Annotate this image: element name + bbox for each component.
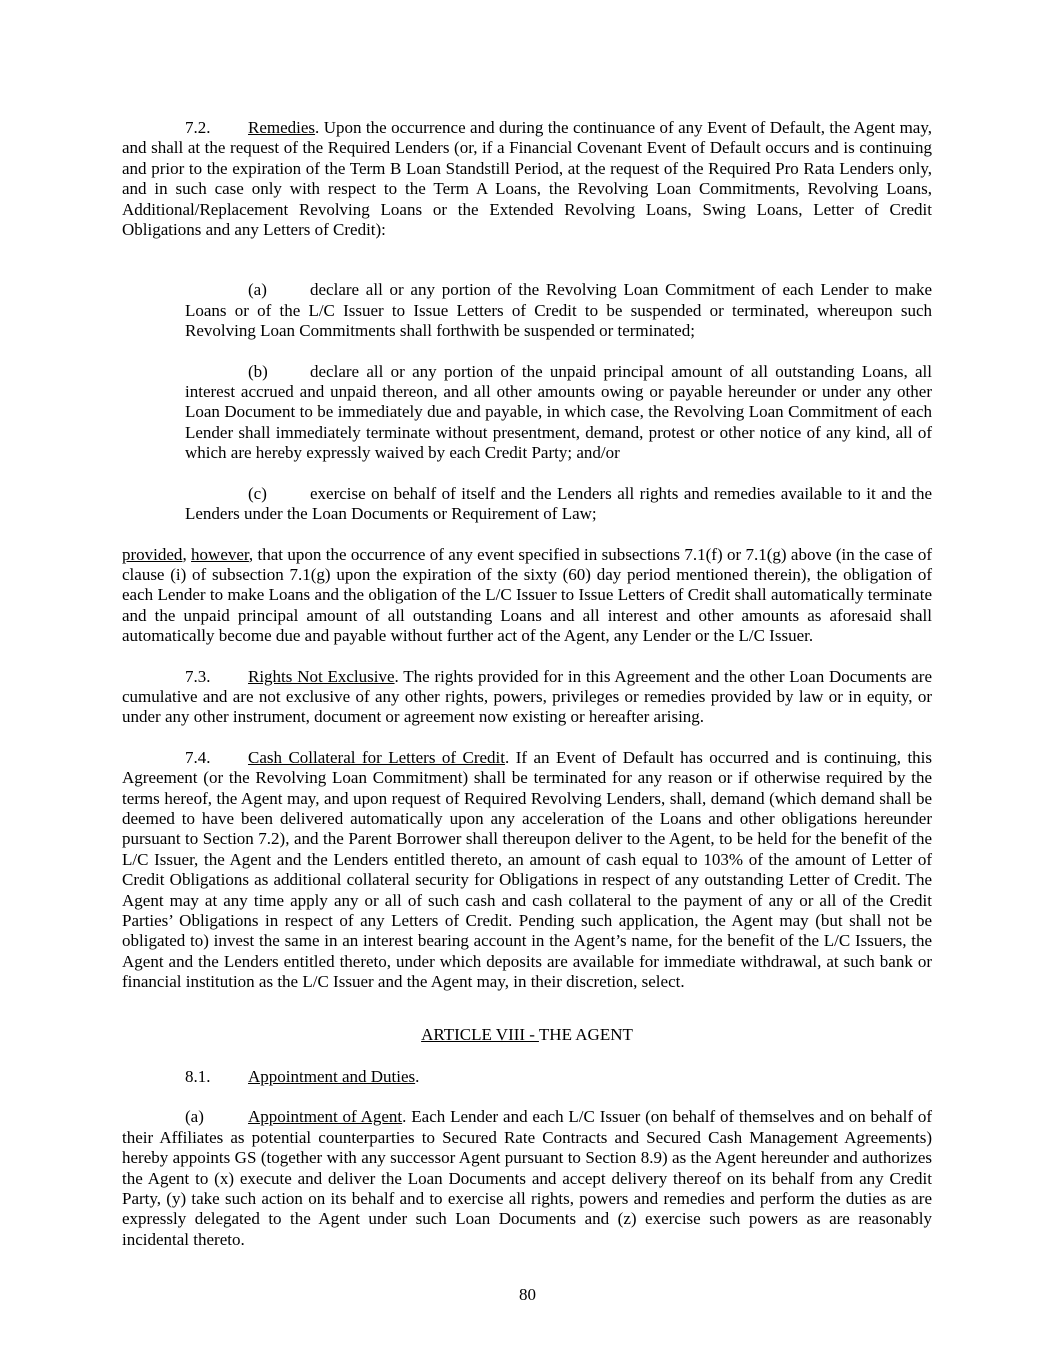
section-body: . If an Event of Default has occurred and is continuing, this Agreement (or the Revolving Loan Commitment) shall be terminated for any reason or if otherwise required by the terms hereof, the Agent may, and upon request of Required Revolving Lenders, shall, demand (which demand shall be deemed to have been delivered automatically upon any acceleration of the Loans and other obligations hereunder pursuant to Section 7.2), and the Parent Borrower shall thereupon deliver to the Agent, to be held for the benefit of the L/C Issuer, the Agent and the Lenders entitled thereto, an amount of cash equal to 103% of the amount of Letter of Credit Obligations as additional collateral security for Obligations in respect of any outstanding Letter of Credit. The Agent may at any time apply any or all of such cash and cash collateral to the payment of any or all of the Credit Parties’ Obligations in respect of any Letters of Credit. Pending such application, the Agent may (but shall not be obligated to) invest the same in an interest bearing account in the Agent’s name, for the benefit of the L/C Issuers, the Agent and the Lenders entitled thereto, under which deposits are available for immediate withdrawal, at such bank or financial institution as the L/C Issuer and the Agent may, in their discretion, select.	[122, 747, 933, 992]
section-number: 8.1.	[185, 1067, 211, 1087]
clause-label: (c)	[248, 483, 267, 503]
proviso-word: provided	[122, 544, 183, 564]
clause-label: (a)	[185, 1107, 204, 1127]
clause-label: (a)	[248, 280, 267, 300]
paragraph-proviso	[122, 545, 932, 647]
proviso-body: , that upon the occurrence of any event specified in subsections 7.1(f) or 7.1(g) above (in the case of clause (i) of subsection 7.1(g) upon the expiration of the sixty (60) day period mentioned therein), the obligation of each Lender to make Loans and the obligation of the L/C Issuer to Issue Letters of Credit shall automatically terminate and the unpaid principal amount of all outstanding Loans and all interest and other amounts as aforesaid shall automatically become due and payable without further act of the Agent, any Lender or the L/C Issuer.	[122, 544, 933, 646]
clause-body: declare all or any portion of the Revolving Loan Commitment of each Lender to make Loans or of the L/C Issuer to Issue Letters of Credit to be suspended or terminated, whereupon such Revolving Loan Commitments shall forthwith be suspended or terminated;	[185, 280, 932, 341]
section-number: 7.3.	[185, 666, 211, 686]
section-body: . Upon the occurrence and during the continuance of any Event of Default, the Agent may, and shall at the request of the Required Lenders (or, if a Financial Covenant Event of Default occurs and is continuing and prior to the expiration of the Term B Loan Standstill Period, at the request of the Required Pro Rata Lenders only, and in such case only with respect to the Term A Loans, the Revolving Loan Commitments, Revolving Loans, Additional/Replacement Revolving Loans or the Extended Revolving Loans, Swing Loans, Letter of Credit Obligations and any Letters of Credit):	[122, 118, 932, 240]
section-body: .	[415, 1067, 420, 1087]
proviso-word: however	[191, 544, 249, 564]
proviso-separator: ,	[182, 544, 192, 564]
paragraph-8-1-a	[122, 1107, 932, 1250]
clause-body: exercise on behalf of itself and the Lenders all rights and remedies available to it and the Lenders under the Loan Documents or Requirement of Law;	[185, 483, 932, 524]
paragraph-7-4	[122, 748, 932, 993]
clause-label: (b)	[248, 361, 268, 381]
clause-body: declare all or any portion of the unpaid principal amount of all outstanding Loans, all interest accrued and unpaid thereon, and all other amounts owing or payable hereunder or under any other Loan Document to be immediately due and payable, in which case, the Revolving Loan Commitment of each Lender shall immediately terminate without presentment, demand, protest or other notice of any kind, all of which are hereby expressly waived by each Credit Party; and/or	[185, 361, 932, 463]
article-viii-heading	[122, 1025, 932, 1045]
paragraph-7-2	[122, 118, 932, 240]
section-heading: Rights Not Exclusive	[248, 666, 395, 686]
paragraph-7-2-b	[185, 362, 932, 464]
paragraph-7-2-c	[185, 484, 932, 525]
paragraph-7-3	[122, 667, 932, 728]
section-number: 7.4.	[185, 747, 211, 767]
paragraph-8-1	[122, 1067, 932, 1087]
page-number: 80	[519, 1284, 536, 1304]
section-heading: Cash Collateral for Letters of Credit	[248, 747, 506, 767]
document-content	[122, 118, 932, 1270]
article-heading-rest: THE AGENT	[538, 1024, 633, 1044]
paragraph-7-2-a	[185, 280, 932, 341]
article-heading-underlined: ARTICLE VIII -	[421, 1024, 539, 1044]
section-heading: Remedies	[248, 118, 316, 137]
clause-body: . Each Lender and each L/C Issuer (on behalf of themselves and on behalf of their Affiliates as potential counterparties to Secured Rate Contracts and Secured Cash Management Agreements) hereby appoints GS (together with any successor Agent pursuant to Section 8.9) as the Agent hereunder and authorizes the Agent to (x) execute and deliver the Loan Documents and accept delivery thereof on its behalf from any Credit Party, (y) take such action on its behalf and to exercise all rights, powers and remedies and perform the duties as are expressly delegated to the Agent under such Loan Documents and (z) exercise such powers as are reasonably incidental thereto.	[122, 1107, 933, 1249]
section-number: 7.2.	[185, 118, 211, 137]
section-body: . The rights provided for in this Agreement and the other Loan Documents are cumulative and are not exclusive of any other rights, powers, privileges or remedies provided by law or in equity, or under any other instrument, document or agreement now existing or hereafter arising.	[122, 666, 932, 727]
clause-heading: Appointment of Agent	[248, 1107, 403, 1127]
section-heading: Appointment and Duties	[248, 1067, 416, 1087]
